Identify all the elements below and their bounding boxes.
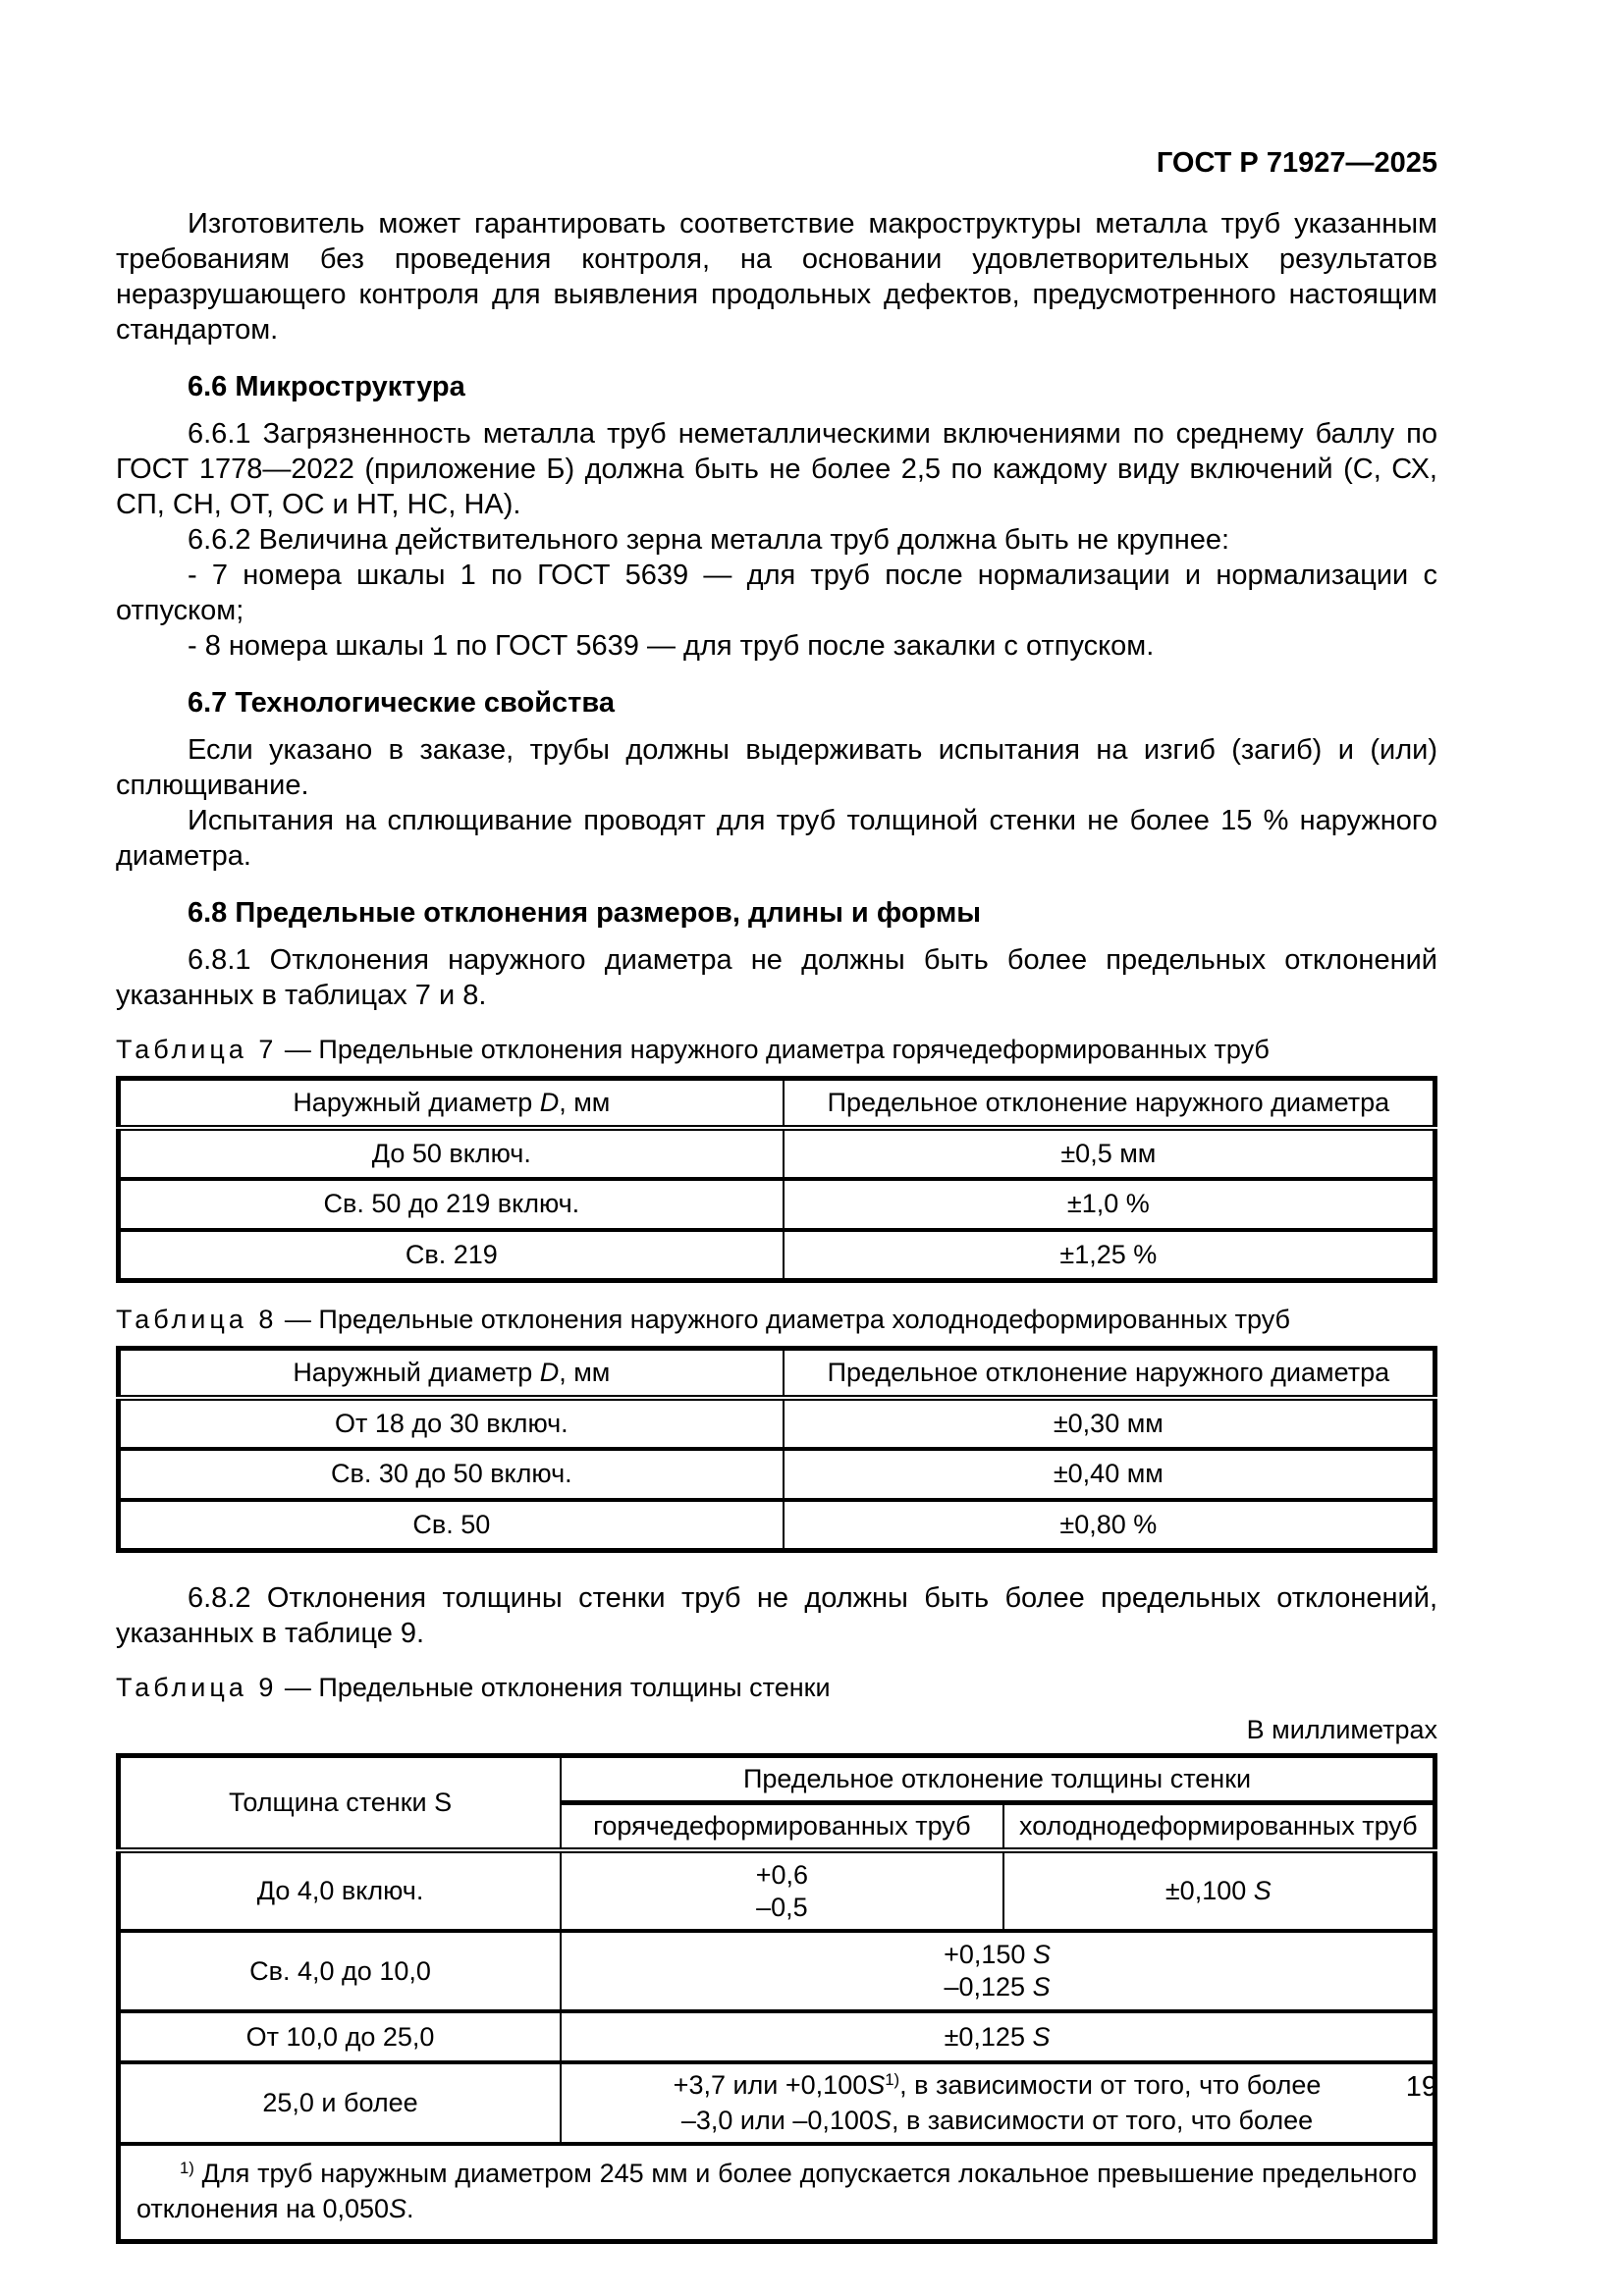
paragraph-6-7-a: Если указано в заказе, трубы должны выдерживать испытания на изгиб (загиб) и (или) сплющивание. <box>116 734 1437 801</box>
table-cell: Св. 4,0 до 10,0 <box>119 1931 562 2011</box>
table7 <box>116 1076 1437 1283</box>
table7-col2-header: Предельное отклонение наружного диаметра <box>784 1079 1435 1128</box>
page-number: 19 <box>1405 2071 1437 2103</box>
intro-paragraph: Изготовитель может гарантировать соответствие макроструктуры металла труб указанным требованиям без проведения контроля, на основании удовлетворительных результатов неразрушающего контроля для выявления продольных дефектов, предусмотренного настоящим стандартом. <box>116 208 1437 346</box>
table-cell: ±0,80 % <box>784 1500 1435 1551</box>
table9-col1-header: Толщина стенки S <box>119 1756 562 1851</box>
table-row <box>119 1398 1435 1449</box>
table-cell: От 10,0 до 25,0 <box>119 2011 562 2062</box>
table-cell: 25,0 и более <box>119 2062 562 2144</box>
table-row <box>119 1179 1435 1230</box>
doc-number: ГОСТ Р 71927—2025 <box>1156 147 1437 179</box>
table8-caption-text: — Предельные отклонения наружного диаметра холоднодеформированных труб <box>284 1305 1290 1334</box>
table8 <box>116 1346 1437 1553</box>
paragraph-6-6-2: 6.6.2 Величина действительного зерна металла труб должна быть не крупнее: <box>188 524 1230 556</box>
table7-caption-label: Таблица 7 <box>116 1035 278 1064</box>
list-item: - 8 номера шкалы 1 по ГОСТ 5639 — для труб после закалки с отпуском. <box>188 630 1155 662</box>
table8-col1-header: Наружный диаметр D, мм <box>119 1349 784 1398</box>
table9-caption-label: Таблица 9 <box>116 1673 278 1702</box>
table-cell: +3,7 или $+0,100S^{1)}$, в зависимости от того, что более –3,0 или –0,100S, в зависимости от того, что более <box>561 2062 1435 2144</box>
table8-grid <box>116 1346 1437 1553</box>
table9-footnote-row <box>119 2144 1435 2242</box>
table-cell: ±0,100 S <box>1003 1850 1435 1931</box>
table-cell: Св. 30 до 50 включ. <box>119 1449 784 1500</box>
table-row <box>119 1931 1435 2011</box>
paragraph-6-8-1: 6.8.1 Отклонения наружного диаметра не должны быть более предельных отклонений указанных в таблицах 7 и 8. <box>116 944 1437 1011</box>
table7-grid <box>116 1076 1437 1283</box>
table-cell: ±0,30 мм <box>784 1398 1435 1449</box>
table-cell: ±0,5 мм <box>784 1128 1435 1179</box>
table9-footnote: $^{1)}$ Для труб наружным диаметром 245 мм и более допускается локальное превышение предельного отклонения на 0,050S. <box>119 2144 1435 2242</box>
table-cell: До 4,0 включ. <box>119 1850 562 1931</box>
section-6-6-heading: 6.6 Микроструктура <box>188 371 465 402</box>
table-cell: ±1,25 % <box>784 1230 1435 1281</box>
table-cell: +0,6 –0,5 <box>561 1850 1003 1931</box>
table-cell: Св. 219 <box>119 1230 784 1281</box>
table-row <box>119 1850 1435 1931</box>
table-cell: ±0,125 S <box>561 2011 1435 2062</box>
table7-caption-text: — Предельные отклонения наружного диаметра горячедеформированных труб <box>284 1035 1270 1064</box>
table9-subcol2-header: холоднодеформированных труб <box>1003 1803 1435 1851</box>
table-row <box>119 1500 1435 1551</box>
table-cell: Св. 50 <box>119 1500 784 1551</box>
list-item: - 7 номера шкалы 1 по ГОСТ 5639 — для труб после нормализации и нормализации с отпуском; <box>116 560 1437 626</box>
table7-header-row <box>119 1079 1435 1128</box>
table-cell: ±0,40 мм <box>784 1449 1435 1500</box>
table9-span-header: Предельное отклонение толщины стенки <box>561 1756 1435 1803</box>
table-cell: ±1,0 % <box>784 1179 1435 1230</box>
paragraph-6-6-1: 6.6.1 Загрязненность металла труб неметаллическими включениями по среднему баллу по ГОСТ 1778—2022 (приложение Б) должна быть не более 2,5 по каждому виду включений (С, СХ, СП, СН, ОТ, ОС и НТ, НС, НА). <box>116 418 1437 520</box>
table9-subcol1-header: горячедеформированных труб <box>561 1803 1003 1851</box>
table-cell: До 50 включ. <box>119 1128 784 1179</box>
table8-caption-label: Таблица 8 <box>116 1305 278 1334</box>
section-6-8-heading: 6.8 Предельные отклонения размеров, длины и формы <box>188 897 982 929</box>
table-row <box>119 2011 1435 2062</box>
table-row <box>119 2062 1435 2144</box>
units-note: В миллиметрах <box>1246 1715 1437 1744</box>
table9-caption <box>116 1671 1437 1704</box>
paragraph-6-7-b: Испытания на сплющивание проводят для труб толщиной стенки не более 15 % наружного диаметра. <box>116 805 1437 872</box>
section-6-7-heading: 6.7 Технологические свойства <box>188 687 615 719</box>
table9-caption-text: — Предельные отклонения толщины стенки <box>284 1673 831 1702</box>
table-row <box>119 1449 1435 1500</box>
table7-caption <box>116 1033 1437 1066</box>
table8-caption <box>116 1303 1437 1336</box>
table-cell: От 18 до 30 включ. <box>119 1398 784 1449</box>
table9-header-row-1 <box>119 1756 1435 1803</box>
table9 <box>116 1753 1437 2244</box>
table9-grid <box>116 1753 1437 2244</box>
table-cell: Св. 50 до 219 включ. <box>119 1179 784 1230</box>
table8-col2-header: Предельное отклонение наружного диаметра <box>784 1349 1435 1398</box>
table-row <box>119 1230 1435 1281</box>
paragraph-6-8-2: 6.8.2 Отклонения толщины стенки труб не должны быть более предельных отклонений, указанных в таблице 9. <box>116 1582 1437 1649</box>
table-cell: +0,150 S –0,125 S <box>561 1931 1435 2011</box>
table-row <box>119 1128 1435 1179</box>
table8-header-row <box>119 1349 1435 1398</box>
table7-col1-header: Наружный диаметр D, мм <box>119 1079 784 1128</box>
